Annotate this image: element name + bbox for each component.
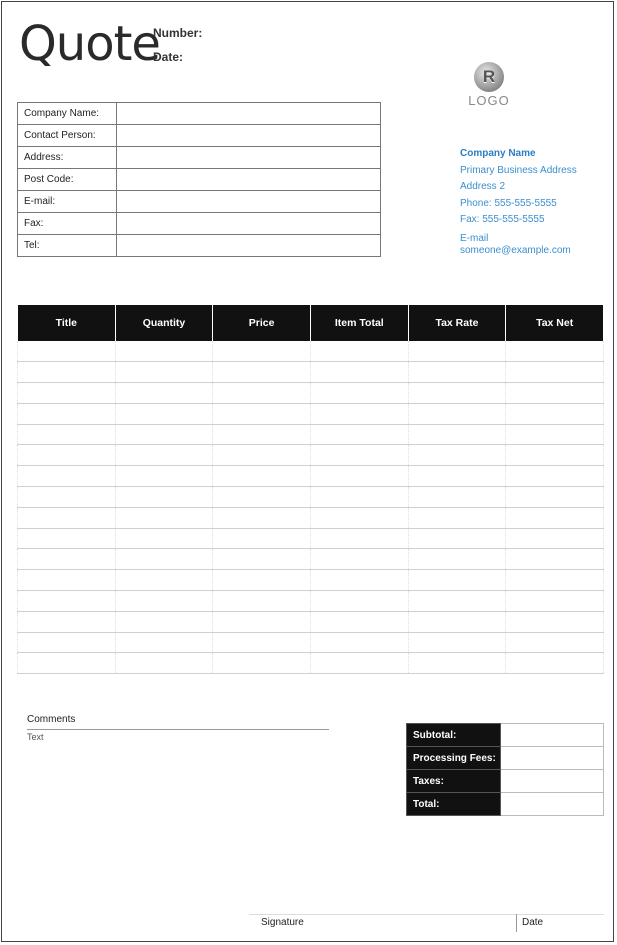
item-cell[interactable] [310,362,408,383]
item-cell[interactable] [408,445,506,466]
client-field-label: Contact Person: [18,125,117,147]
item-cell[interactable] [18,403,116,424]
client-field-value[interactable] [117,191,381,213]
page-title: Quote [19,16,160,72]
item-cell[interactable] [115,445,213,466]
company-name: Company Name [460,148,536,159]
company-email: someone@example.com [460,244,571,256]
item-cell[interactable] [18,653,116,674]
item-cell[interactable] [310,383,408,404]
item-cell[interactable] [115,549,213,570]
item-cell[interactable] [506,445,604,466]
item-cell[interactable] [18,445,116,466]
item-cell[interactable] [213,445,311,466]
item-cell[interactable] [506,487,604,508]
comments-divider [27,729,329,730]
item-cell[interactable] [408,424,506,445]
table-row [18,570,604,591]
company-phone: Phone: 555-555-5555 [460,197,557,209]
table-row [18,383,604,404]
item-cell[interactable] [408,570,506,591]
company-email-label: E-mail [460,232,489,244]
item-cell[interactable] [310,341,408,362]
table-row [18,528,604,549]
item-cell[interactable] [115,570,213,591]
item-cell[interactable] [115,632,213,653]
item-cell[interactable] [506,570,604,591]
totals-table [406,723,604,816]
item-cell[interactable] [18,362,116,383]
item-cell[interactable] [115,383,213,404]
comments-text[interactable]: Text [27,732,44,742]
item-cell[interactable] [115,528,213,549]
item-cell[interactable] [506,383,604,404]
table-row [18,445,604,466]
item-cell[interactable] [408,653,506,674]
item-cell[interactable] [213,403,311,424]
item-cell[interactable] [310,466,408,487]
item-cell[interactable] [506,611,604,632]
item-cell[interactable] [115,341,213,362]
item-cell[interactable] [115,611,213,632]
table-row [18,611,604,632]
totals-row [407,747,604,770]
totals-value[interactable] [501,770,604,793]
table-row [18,549,604,570]
client-field-label: Address: [18,147,117,169]
quote-page [1,1,614,942]
item-cell[interactable] [506,362,604,383]
item-cell[interactable] [115,424,213,445]
signature-label: Signature [261,917,304,928]
item-cell[interactable] [18,611,116,632]
column-header: Tax Net [506,305,604,341]
totals-value[interactable] [501,793,604,816]
number-label: Number: [153,26,203,40]
totals-row [407,770,604,793]
item-cell[interactable] [408,611,506,632]
client-field-row [18,103,381,125]
item-cell[interactable] [18,549,116,570]
item-cell[interactable] [18,424,116,445]
item-cell[interactable] [408,507,506,528]
client-field-value[interactable] [117,213,381,235]
totals-row [407,724,604,747]
item-cell[interactable] [115,653,213,674]
client-field-row [18,191,381,213]
table-row [18,507,604,528]
column-header: Tax Rate [408,305,506,341]
client-field-label: Fax: [18,213,117,235]
item-cell[interactable] [115,487,213,508]
signature-line [249,914,604,915]
item-cell[interactable] [408,466,506,487]
item-cell[interactable] [408,403,506,424]
item-cell[interactable] [506,424,604,445]
column-header: Item Total [310,305,408,341]
item-cell[interactable] [213,466,311,487]
item-cell[interactable] [18,570,116,591]
item-cell[interactable] [408,528,506,549]
column-header: Title [18,305,116,341]
logo-text: LOGO [468,93,510,108]
totals-value[interactable] [501,724,604,747]
logo-symbol: R [482,67,496,86]
item-cell[interactable] [310,611,408,632]
table-row [18,424,604,445]
item-cell[interactable] [408,362,506,383]
item-cell[interactable] [408,549,506,570]
item-cell[interactable] [310,549,408,570]
table-row [18,487,604,508]
item-cell[interactable] [310,653,408,674]
item-cell[interactable] [18,487,116,508]
item-cell[interactable] [18,466,116,487]
item-cell[interactable] [115,591,213,612]
item-cell[interactable] [115,466,213,487]
item-cell[interactable] [506,632,604,653]
item-cell[interactable] [506,528,604,549]
item-cell[interactable] [310,528,408,549]
table-row [18,403,604,424]
item-cell[interactable] [310,445,408,466]
item-cell[interactable] [18,383,116,404]
totals-label: Processing Fees: [407,747,501,770]
totals-label: Taxes: [407,770,501,793]
item-cell[interactable] [408,632,506,653]
item-cell[interactable] [213,591,311,612]
totals-label: Subtotal: [407,724,501,747]
client-field-row [18,125,381,147]
item-cell[interactable] [213,362,311,383]
item-cell[interactable] [18,528,116,549]
item-cell[interactable] [213,611,311,632]
item-cell[interactable] [115,507,213,528]
company-address1: Primary Business Address [460,164,577,176]
client-field-value[interactable] [117,125,381,147]
totals-value[interactable] [501,747,604,770]
client-field-value[interactable] [117,235,381,257]
client-field-label: Tel: [18,235,117,257]
totals-row [407,793,604,816]
item-cell[interactable] [310,403,408,424]
item-cell[interactable] [213,570,311,591]
item-cell[interactable] [506,341,604,362]
company-fax: Fax: 555-555-5555 [460,214,545,225]
item-cell[interactable] [310,570,408,591]
client-field-value[interactable] [117,103,381,125]
registered-icon [474,62,504,92]
item-cell[interactable] [408,341,506,362]
company-address2: Address 2 [460,181,506,192]
comments-label: Comments [27,714,76,725]
item-cell[interactable] [310,591,408,612]
item-cell[interactable] [506,591,604,612]
signature-divider [516,914,517,932]
item-cell[interactable] [115,403,213,424]
item-cell[interactable] [506,466,604,487]
company-block [460,146,577,257]
item-cell[interactable] [310,487,408,508]
client-field-label: Company Name: [18,103,117,125]
item-cell[interactable] [310,632,408,653]
column-header: Quantity [115,305,213,341]
item-cell[interactable] [213,549,311,570]
logo [465,62,513,108]
item-cell[interactable] [506,653,604,674]
client-field-row [18,169,381,191]
item-cell[interactable] [506,549,604,570]
item-cell[interactable] [18,341,116,362]
client-field-label: E-mail: [18,191,117,213]
totals-label: Total: [407,793,501,816]
client-info-table [17,102,381,257]
item-cell[interactable] [213,487,311,508]
table-row [18,632,604,653]
item-cell[interactable] [408,487,506,508]
item-cell[interactable] [18,591,116,612]
table-row [18,362,604,383]
table-row [18,591,604,612]
item-cell[interactable] [310,507,408,528]
column-header: Price [213,305,311,341]
item-cell[interactable] [213,528,311,549]
table-row [18,466,604,487]
item-cell[interactable] [213,341,311,362]
client-field-row [18,147,381,169]
item-cell[interactable] [18,632,116,653]
items-table [17,305,604,674]
item-cell[interactable] [213,632,311,653]
item-cell[interactable] [213,383,311,404]
item-cell[interactable] [408,383,506,404]
table-row [18,341,604,362]
date-label: Date: [153,50,184,64]
item-cell[interactable] [506,403,604,424]
item-cell[interactable] [408,591,506,612]
item-cell[interactable] [213,653,311,674]
item-cell[interactable] [213,424,311,445]
client-field-row [18,235,381,257]
footer-date-label: Date [522,917,544,928]
item-cell[interactable] [310,424,408,445]
client-field-value[interactable] [117,147,381,169]
item-cell[interactable] [18,507,116,528]
client-field-value[interactable] [117,169,381,191]
item-cell[interactable] [115,362,213,383]
client-field-label: Post Code: [18,169,117,191]
item-cell[interactable] [213,507,311,528]
client-field-row [18,213,381,235]
table-row [18,653,604,674]
item-cell[interactable] [506,507,604,528]
